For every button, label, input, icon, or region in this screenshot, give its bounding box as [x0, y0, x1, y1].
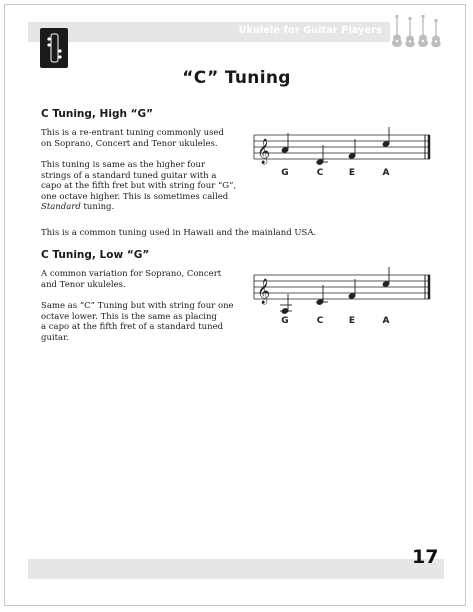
section2-paragraph-2: Same as “C” Tuning but with string four one octave lower. This is the same as placing a capo at the fifth fret of a standard tuned guitar.: [41, 301, 234, 343]
note-label: A: [382, 316, 390, 323]
section2-paragraph-1: A common variation for Soprano, Concert and Tenor ukuleles.: [41, 269, 222, 290]
ukulele-icons: [388, 14, 446, 48]
footer-bar: [28, 559, 444, 579]
page-title: “C” Tuning: [182, 68, 291, 88]
treble-clef-icon: 𝄞: [257, 279, 271, 304]
section-heading-high-g: C Tuning, High “G”: [41, 108, 154, 120]
section1-paragraph-1: This is a re-entrant tuning commonly used on Soprano, Concert and Tenor ukuleles.: [41, 128, 224, 149]
book-title: Ukulele for Guitar Players: [238, 25, 382, 36]
section1-paragraph-3: This is a common tuning used in Hawaii and the mainland USA.: [41, 228, 317, 238]
note-label: E: [348, 168, 356, 178]
staff-high-g: [252, 125, 436, 183]
note-label: G: [281, 168, 289, 178]
headstock-tab: [40, 28, 68, 68]
note-label: E: [348, 316, 356, 323]
note-label: C: [316, 316, 324, 323]
headstock-icon: [40, 28, 68, 68]
treble-clef-icon: 𝄞: [257, 139, 271, 164]
header-bar: [28, 22, 390, 42]
note-label: G: [281, 316, 289, 323]
note-label: C: [316, 168, 324, 178]
section1-paragraph-2: This tuning is same as the higher four strings of a standard tuned guitar with a capo at the fifth fret but with string four “G”, one octave higher. This is sometimes called Standard tuning.: [41, 160, 237, 213]
page-number: 17: [412, 546, 439, 568]
note-label: A: [382, 168, 390, 178]
staff-low-g: [252, 265, 436, 323]
section-heading-low-g: C Tuning, Low “G”: [41, 249, 150, 261]
